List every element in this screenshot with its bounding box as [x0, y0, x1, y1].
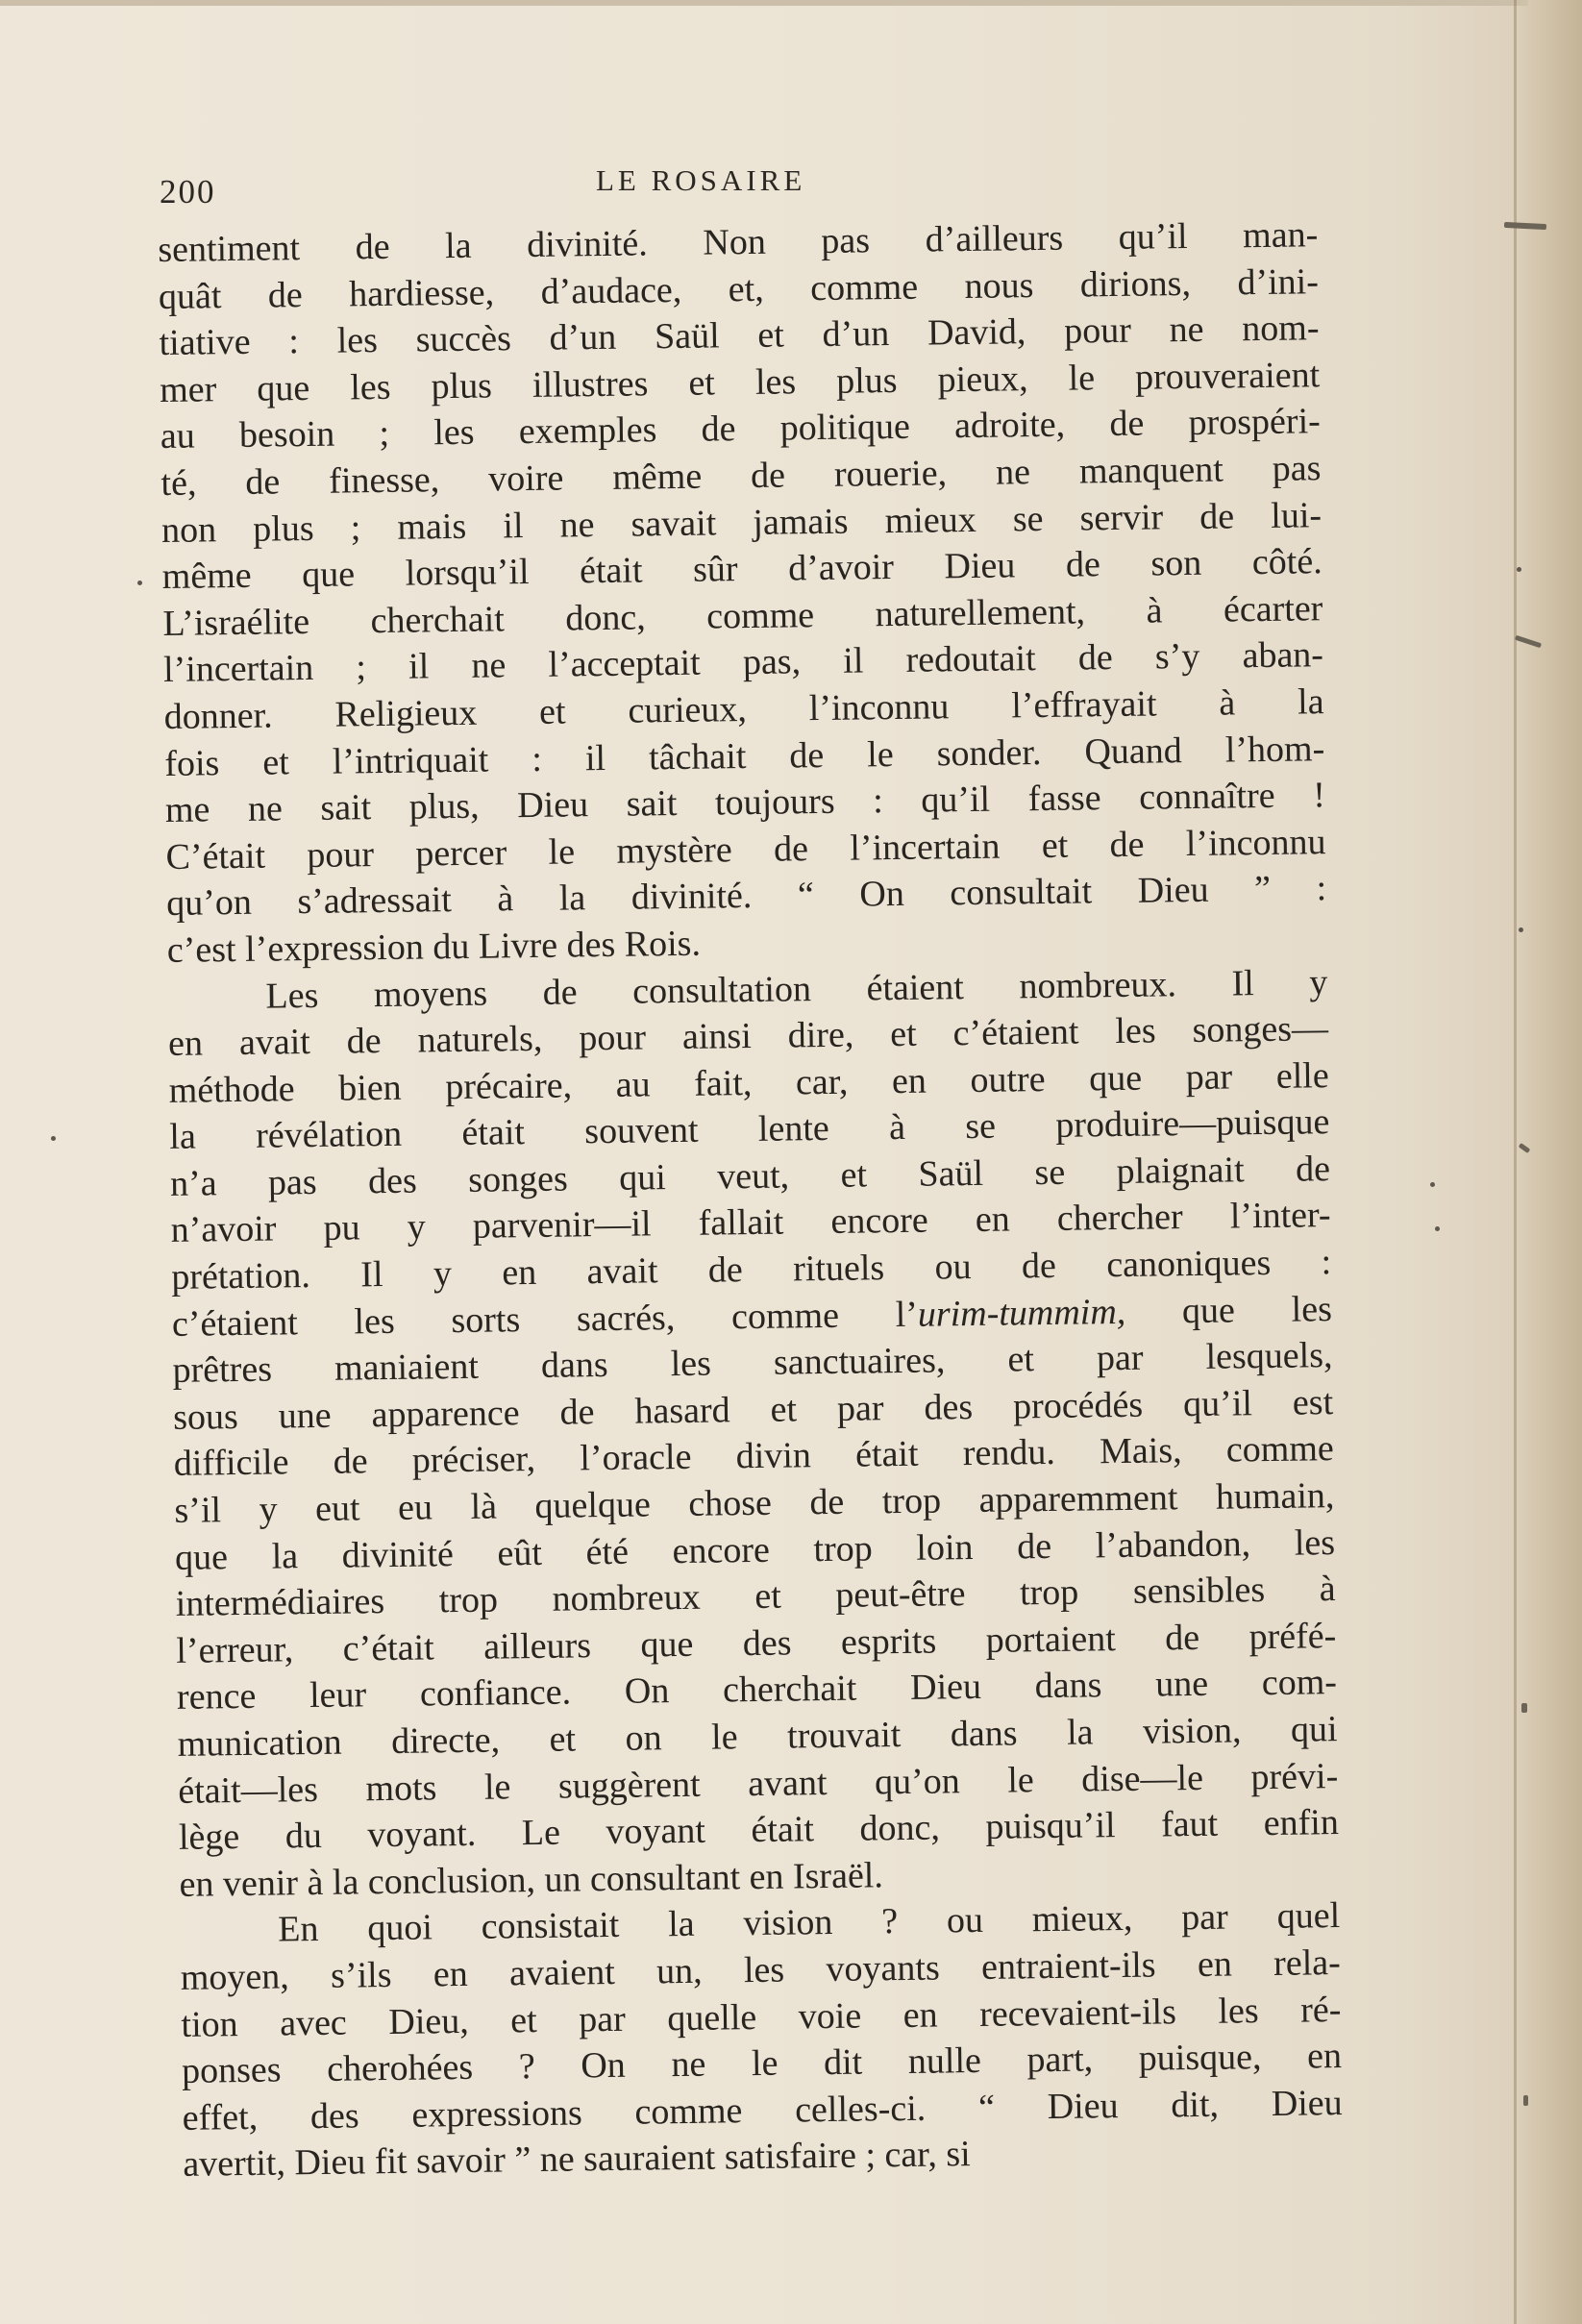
text-line: Les moyens de consultation étaient nombreux. Il y	[265, 961, 1328, 1017]
body-text	[158, 211, 1344, 2188]
running-header	[156, 163, 1314, 211]
italic-term: urim-tummim,	[917, 1291, 1126, 1335]
text-line: l’erreur, c’était ailleurs que des esprits portaient de préfé-	[176, 1615, 1337, 1671]
ink-speck	[1504, 222, 1546, 230]
text-line: prêtres maniaient dans les sanctuaires, et par lesquels,	[172, 1335, 1333, 1392]
text-line: en venir à la conclusion, un consultant en Israël.	[179, 1855, 884, 1905]
text-line: même que lorsqu’il était sûr d’avoir Dieu de son côté.	[161, 541, 1322, 598]
text-line: n’a pas des songes qui veut, et Saül se plaignait de	[169, 1148, 1331, 1204]
text-line: avertit, Dieu fit savoir ” ne sauraient satisfaire ; car, si	[183, 2134, 971, 2186]
text-line: C’était pour percer le mystère de l’incertain et de l’inconnu	[165, 821, 1326, 878]
page-number: 200	[160, 173, 216, 210]
text-line: s’il y eut eu là quelque chose de trop apparemment humain,	[174, 1475, 1335, 1531]
text-line: me ne sait plus, Dieu sait toujours : qu’il fasse connaître !	[164, 775, 1326, 831]
page-gutter-shadow	[1515, 0, 1582, 2324]
running-title: LE ROSAIRE	[596, 163, 806, 197]
text-line: n’avoir pu y parvenir—il fallait encore en chercher l’inter-	[170, 1195, 1331, 1251]
text-line: difficile de préciser, l’oracle divin était rendu. Mais, comme	[173, 1428, 1335, 1485]
text-line: En quoi consistait la vision ? ou mieux, par quel	[277, 1895, 1341, 1950]
text-line: intermédiaires trop nombreux et peut-être trop sensibles à	[175, 1569, 1336, 1625]
text-line: quât de hardiesse, d’audace, et, comme nous dirions, d’ini-	[158, 260, 1320, 317]
text-line: sentiment de la divinité. Non pas d’ailleurs qu’il man-	[158, 214, 1319, 270]
text-line: fois et l’intriquait : il tâchait de le sonder. Quand l’hom-	[164, 728, 1325, 784]
text-line: effet, des expressions comme celles-ci. “ Dieu dit, Dieu	[182, 2082, 1343, 2139]
ink-dot	[1435, 1226, 1440, 1231]
text-line: c’est l’expression du Livre des Rois.	[166, 923, 702, 971]
page-top-edge	[0, 0, 1528, 6]
ink-dot	[1517, 567, 1521, 572]
ink-dot	[1519, 927, 1523, 932]
ink-speck	[1521, 1703, 1527, 1713]
ink-speck	[1523, 2095, 1528, 2106]
text-line: moyen, s’ils en avaient un, les voyants entraient-ils en rela-	[180, 1942, 1342, 1998]
text-line: tiative : les succès d’un Saül et d’un David, pour ne nom-	[159, 308, 1320, 364]
text-line: donner. Religieux et curieux, l’inconnu l’effrayait à la	[163, 681, 1324, 737]
text-segment: c’étaient les sorts sacrés, comme l’	[171, 1294, 919, 1345]
text-line: que la divinité eût été encore trop loin de l’abandon, les	[174, 1521, 1336, 1578]
text-line: L’israélite cherchait donc, comme naturellement, à écarter	[162, 587, 1323, 644]
text-line: tion avec Dieu, et par quelle voie en recevaient-ils les ré-	[181, 1989, 1342, 2045]
text-line: au besoin ; les exemples de politique adroite, de prospéri-	[160, 401, 1322, 457]
text-line: l’incertain ; il ne l’acceptait pas, il redoutait de s’y aban-	[162, 634, 1324, 691]
text-line: la révélation était souvent lente à se produire—puisque	[169, 1101, 1330, 1158]
text-line: rence leur confiance. On cherchait Dieu dans une com-	[176, 1662, 1338, 1718]
text-line: méthode bien précaire, au fait, car, en outre que par elle	[168, 1054, 1329, 1111]
text-line: prétation. Il y en avait de rituels ou de canoniques :	[171, 1242, 1332, 1298]
text-segment: que les	[1125, 1288, 1333, 1332]
text-line: munication directe, et on le trouvait dans la vision, qui	[177, 1709, 1338, 1765]
text-line: lège du voyant. Le voyant était donc, puisqu’il faut enfin	[178, 1802, 1340, 1859]
text-line: té, de finesse, voire même de rouerie, ne manquent pas	[161, 448, 1322, 504]
ink-dot	[137, 581, 142, 585]
text-line: ponses cherohées ? On ne le dit nulle part, puisque, en	[181, 2036, 1343, 2091]
text-line: était—les mots le suggèrent avant qu’on le dise—le prévi-	[178, 1755, 1339, 1812]
text-line: non plus ; mais il ne savait jamais mieux se servir de lui-	[161, 494, 1322, 551]
text-line: sous une apparence de hasard et par des procédés qu’il est	[172, 1381, 1334, 1438]
ink-dot	[51, 1136, 56, 1141]
page-binding-edge	[1514, 0, 1517, 2324]
ink-dot	[1430, 1182, 1435, 1187]
text-line: qu’on s’adressait à la divinité. “ On consultait Dieu ” :	[165, 868, 1327, 925]
text-line: en avait de naturels, pour ainsi dire, et c’étaient les songes—	[167, 1008, 1329, 1065]
text-line: mer que les plus illustres et les plus pieux, le prouveraient	[159, 354, 1321, 410]
